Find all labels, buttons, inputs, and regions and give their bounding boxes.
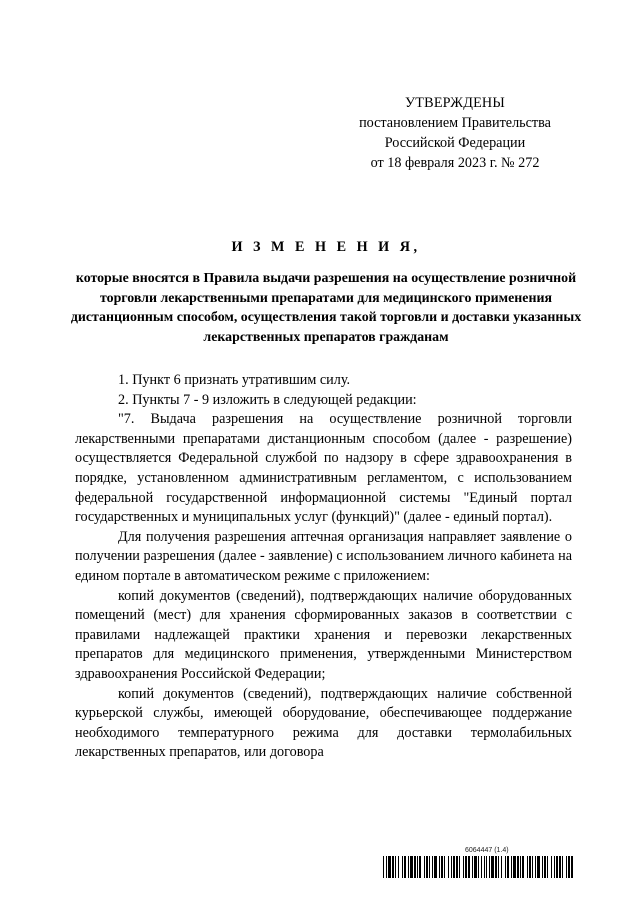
- paragraph-item-2: 2. Пункты 7 - 9 изложить в следующей редакции:: [118, 391, 417, 408]
- approval-line-3: от 18 февраля 2023 г. № 272: [370, 155, 540, 171]
- approval-line-1: постановлением Правительства: [359, 115, 551, 131]
- approval-line-2: Российской Федерации: [384, 135, 526, 151]
- approval-title: УТВЕРЖДЕНЫ: [405, 95, 505, 111]
- paragraph-premises-docs: копий документов (сведений), подтверждающих наличие оборудованных помещений (мест) для хранения сформированных заказов в соответствии с правилами надлежащей практики хранения и перевозки лекарственных препаратов для медицинского применения, утвержденными Министерством здравоохранения Российской Федерации;: [75, 587, 572, 682]
- paragraph-courier-docs: копий документов (сведений), подтверждающих наличие собственной курьерской службы, имеющей оборудование, обеспечивающее поддержание необходимого температурного режима для доставки термолабильных лекарственных препаратов, или договора: [75, 685, 572, 761]
- paragraph-application: Для получения разрешения аптечная организация направляет заявление о получении разрешения (далее - заявление) с использованием личного кабинета на едином портале в автоматическом режиме с приложением:: [75, 528, 572, 584]
- document-code: 6064447 (1.4): [465, 847, 509, 854]
- barcode-image: [383, 856, 575, 878]
- document-footer: [383, 847, 575, 878]
- paragraph-item-7: "7. Выдача разрешения на осуществление розничной торговли лекарственными препаратами дистанционным способом (далее - разрешение) осуществляется Федеральной службой по надзору в сфере здравоохранения в порядке, установленном административным регламентом, с использованием федеральной государственной информационной системы "Единый портал государственных и муниципальных услуг (функций)" (далее - единый портал).: [75, 411, 572, 526]
- approval-stamp: [340, 93, 570, 173]
- document-heading: И З М Е Н Е Н И Я,: [231, 239, 421, 255]
- document-subtitle: которые вносятся в Правила выдачи разрешения на осуществление розничной торговли лекарственными препаратами для медицинского применения дистанционным способом, осуществления такой торговли и доставки указанных лекарственных препаратов гражданам: [70, 271, 582, 345]
- document-title-block: [60, 237, 592, 347]
- document-body: [75, 371, 572, 763]
- paragraph-item-1: 1. Пункт 6 признать утратившим силу.: [118, 372, 351, 388]
